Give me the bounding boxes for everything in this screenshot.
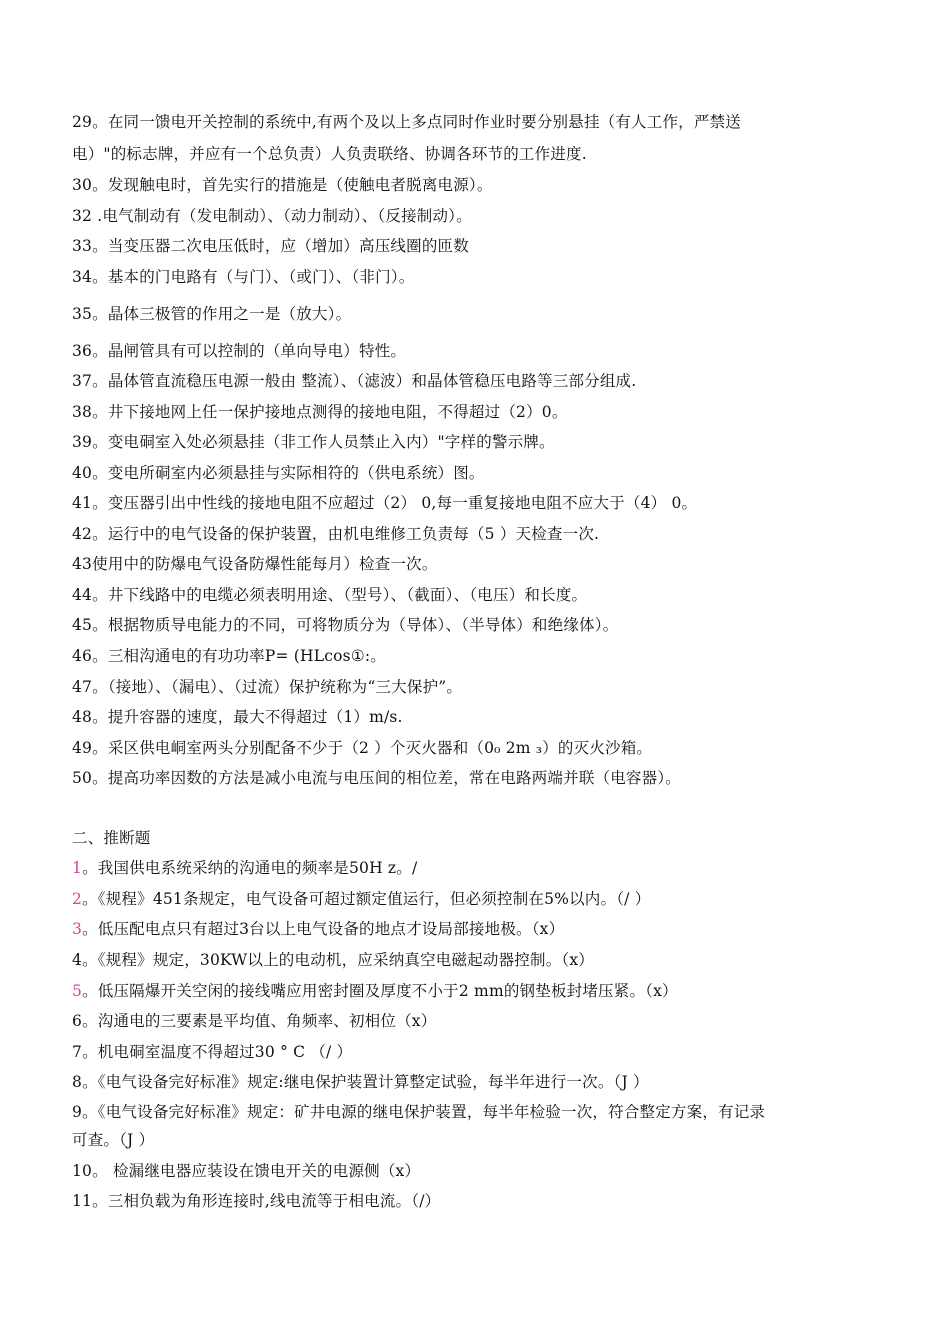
fill-in-item: 36。晶闸管具有可以控制的（单向导电）特性。 (72, 342, 407, 360)
section-title: 二、推断题 (72, 829, 151, 847)
judgement-item (72, 858, 882, 878)
item-number: 2 (72, 890, 83, 908)
fill-in-item: 49。采区供电峒室两头分别配备不少于（2 ）个灭火器和（0₀ 2m ₃）的灭火沙箱。 (72, 739, 653, 757)
item-text: 。我国供电系统采纳的沟通电的频率是50H z。/ (82, 859, 418, 877)
item-number: 3 (72, 920, 83, 938)
fill-in-item: 47。（接地）、（漏电）、（过流）保护统称为“三大保护”。 (72, 678, 463, 696)
item-text: 。 检漏继电器应装设在馈电开关的电源侧（x） (92, 1162, 421, 1180)
item-text: 。《规程》规定，30KW以上的电动机，应采纳真空电磁起动器控制。（x） (82, 951, 594, 969)
fill-in-item: 45。根据物质导电能力的不同，可将物质分为（导体）、（半导体）和绝缘体）。 (72, 616, 619, 634)
item-number: 6 (72, 1012, 83, 1030)
item-text: 。《电气设备完好标准》规定：矿井电源的继电保护装置，每半年检验一次，符合整定方案，有记录 (82, 1103, 766, 1121)
item-text: 。低压配电点只有超过3台以上电气设备的地点才设局部接地极。（x） (82, 920, 565, 938)
item-text: 。《电气设备完好标准》规定:继电保护装置计算整定试验，每半年进行一次。（J ） (82, 1073, 649, 1091)
fill-in-item: 33。当变压器二次电压低时，应（增加）高压线圈的匝数 (72, 237, 469, 255)
item-number: 11 (72, 1192, 93, 1210)
fill-in-item: 48。提升容器的速度，最大不得超过（1）m/s. (72, 708, 403, 726)
fill-in-item: 35。晶体三极管的作用之一是（放大）。 (72, 305, 352, 323)
fill-in-item: 电）"的标志牌，并应有一个总负责）人负责联络、协调各环节的工作进度. (72, 145, 587, 163)
judgement-item (72, 919, 882, 939)
fill-in-item: 37。晶体管直流稳压电源一般由 整流）、（滤波）和晶体管稳压电路等三部分组成. (72, 372, 637, 390)
item-text: 。机电硐室温度不得超过30 ° C （/ ） (82, 1043, 353, 1061)
fill-in-item: 41。变压器引出中性线的接地电阻不应超过（2） 0,每一重复接地电阻不应大于（4） 0。 (72, 494, 698, 512)
item-number: 7 (72, 1043, 83, 1061)
item-number: 1 (72, 859, 83, 877)
item-text: 。三相负载为角形连接时,线电流等于相电流。（/） (92, 1192, 441, 1210)
judgement-item (72, 1161, 882, 1181)
fill-in-item: 44。井下线路中的电缆必须表明用途、（型号）、（截面）、（电压）和长度。 (72, 586, 588, 604)
item-number: 8 (72, 1073, 83, 1091)
fill-in-item: 34。基本的门电路有（与门）、（或门）、（非门）。 (72, 268, 415, 286)
fill-in-item: 32 .电气制动有（发电制动）、（动力制动）、（反接制动）。 (72, 207, 472, 225)
fill-in-item: 46。三相沟通电的有功功率P= (HLcos①:。 (72, 647, 387, 665)
fill-in-item: 40。变电所硐室内必须悬挂与实际相符的（供电系统）图。 (72, 464, 485, 482)
item-number: 10 (72, 1162, 93, 1180)
fill-in-item: 39。变电硐室入处必须悬挂（非工作人员禁止入内）"字样的警示牌。 (72, 433, 555, 451)
judgement-item (72, 889, 882, 909)
fill-in-item: 30。发现触电时，首先实行的措施是（使触电者脱离电源）。 (72, 176, 493, 194)
item-text: 。沟通电的三要素是平均值、角频率、初相位（x） (82, 1012, 437, 1030)
fill-in-item: 42。运行中的电气设备的保护装置，由机电维修工负责每（5 ）天检查一次. (72, 525, 600, 543)
item-number: 4 (72, 951, 83, 969)
judgement-item (72, 1011, 882, 1031)
item-text: 可查。（J ） (72, 1131, 155, 1149)
judgement-item (72, 981, 882, 1001)
fill-in-item: 50。提高功率因数的方法是减小电流与电压间的相位差，常在电路两端并联（电容器）。 (72, 769, 681, 787)
item-number: 5 (72, 982, 83, 1000)
item-text: 。低压隔爆开关空闲的接线嘴应用密封圈及厚度不小于2 mm的钢垫板封堵压紧。（x） (82, 982, 678, 1000)
fill-in-item: 38。井下接地网上任一保护接地点测得的接地电阻，不得超过（2）0。 (72, 403, 568, 421)
judgement-item (72, 1191, 882, 1211)
judgement-item (72, 1102, 882, 1122)
item-number: 9 (72, 1103, 83, 1121)
judgement-item (72, 950, 882, 970)
item-text: 。《规程》451条规定，电气设备可超过额定值运行，但必须控制在5%以内。（/ ） (82, 890, 651, 908)
judgement-item (72, 1130, 882, 1150)
fill-in-item: 43使用中的防爆电气设备防爆性能每月）检查一次。 (72, 555, 438, 573)
fill-in-item: 29。在同一馈电开关控制的系统中,有两个及以上多点同时作业时要分别悬挂（有人工作，严禁送 (72, 113, 741, 131)
judgement-item (72, 1042, 882, 1062)
judgement-item (72, 1072, 882, 1092)
